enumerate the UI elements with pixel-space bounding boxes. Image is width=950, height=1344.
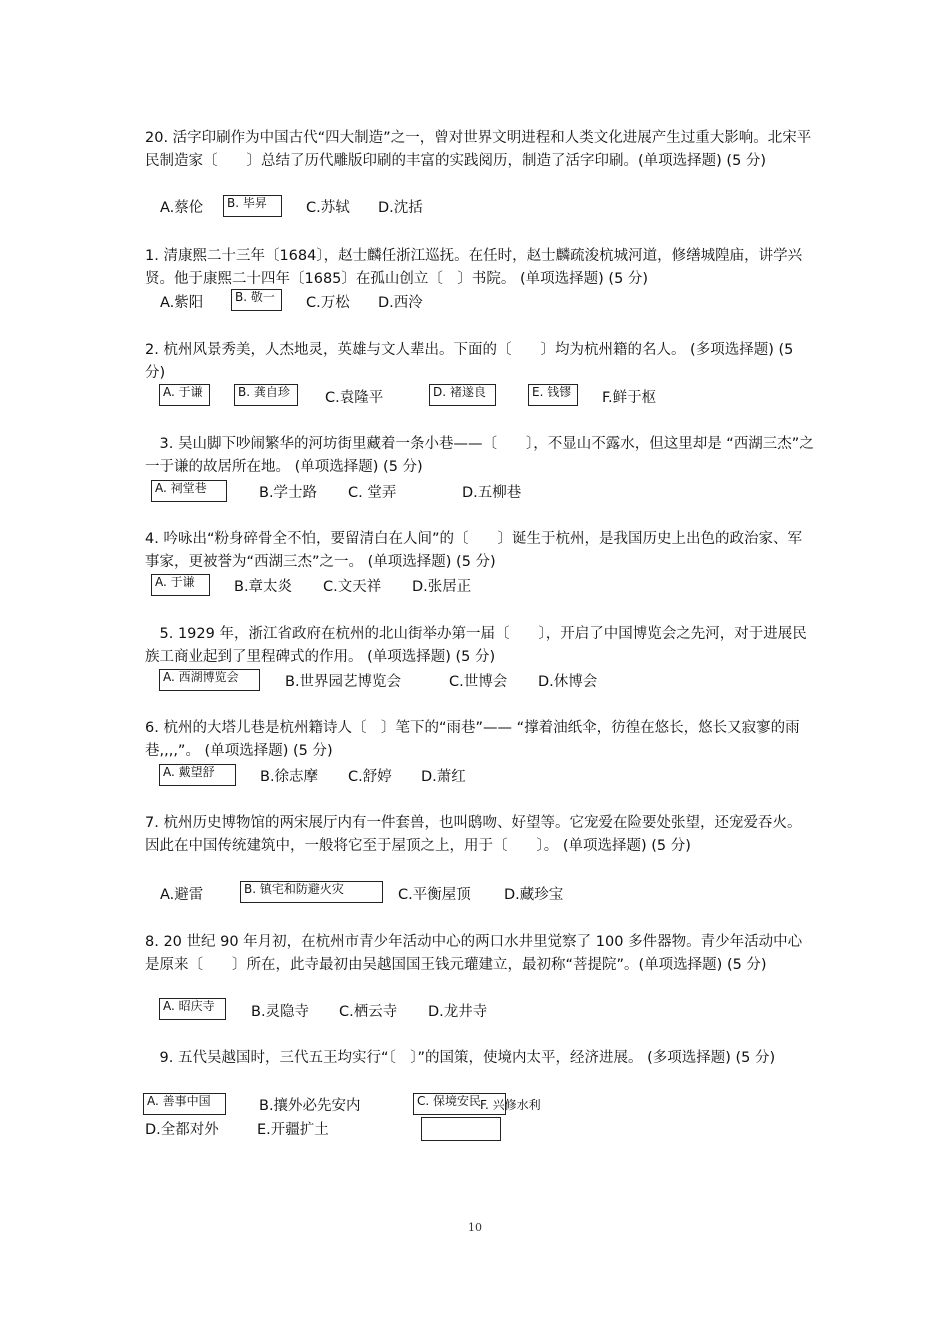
question-7: [145, 812, 815, 858]
answer-box-a: A. 西湖博览会: [159, 669, 260, 691]
question-5: [145, 623, 815, 669]
option-d: D.全都对外: [145, 1122, 219, 1138]
question-4: [145, 528, 815, 574]
option-c: C.文天祥: [323, 579, 382, 595]
question-stem: 2. 杭州风景秀美，人杰地灵，英雄与文人辈出。下面的〔 〕均为杭州籍的名人。 (多项选择题) (5 分): [145, 342, 794, 381]
question-stem: 9. 五代吴越国时，三代五王均实行“〔 〕”的国策，使境内太平，经济进展。 (多项选择题) (5 分): [145, 1050, 776, 1066]
answer-box-empty: [421, 1117, 501, 1141]
option-d: D.西泠: [378, 295, 423, 311]
option-d: D.藏珍宝: [504, 887, 564, 903]
answer-c-label: C. 保境安民: [417, 1094, 482, 1108]
question-stem: 7. 杭州历史博物馆的两宋展厅内有一件套兽，也叫鸱吻、好望等。它宠爱在险要处张望，还宠爱吞火。因此在中国传统建筑中，一般将它至于屋顶之上，用于〔 〕。 (单项选择题) (5 分): [145, 815, 802, 854]
answer-box-b: B. 龚自珍: [234, 384, 298, 406]
option-e: E.开疆扩土: [257, 1122, 329, 1138]
option-b: B.徐志摩: [260, 769, 319, 785]
question-stem: 5. 1929 年，浙江省政府在杭州的北山街举办第一届〔 〕，开启了中国博览会之先河，对于进展民族工商业起到了里程碑式的作用。 (单项选择题) (5 分): [145, 626, 807, 665]
answer-box-a: A. 戴望舒: [159, 764, 236, 786]
answer-box-a: A. 于谦: [151, 574, 210, 596]
question-20: [145, 127, 815, 173]
option-b: B.章太炎: [234, 579, 293, 595]
option-c: C.世博会: [449, 674, 508, 690]
question-stem: 6. 杭州的大塔儿巷是杭州籍诗人〔 〕笔下的“雨巷”—— “撑着油纸伞，彷徨在悠长，悠长又寂寥的雨巷,,,,”。 (单项选择题) (5 分): [145, 720, 800, 759]
option-f: F.鲜于枢: [602, 390, 657, 406]
answer-box-a: A. 昭庆寺: [159, 998, 226, 1020]
option-c: C. 堂弄: [348, 485, 397, 501]
option-a: A.紫阳: [160, 295, 204, 311]
option-c: C.袁隆平: [325, 390, 384, 406]
question-1: [145, 245, 815, 291]
option-d: D.张居正: [412, 579, 472, 595]
answer-box-a: A. 于谦: [159, 384, 210, 406]
answer-box-a: A. 祠堂巷: [151, 480, 227, 502]
option-a: A.避雷: [160, 887, 204, 903]
answer-f-label: F. 兴修水利: [480, 1098, 541, 1112]
option-c: C.舒婷: [348, 769, 392, 785]
page-number: 10: [468, 1221, 482, 1234]
question-stem: 4. 吟咏出“粉身碎骨全不怕，要留清白在人间”的〔 〕诞生于杭州，是我国历史上出色的政治家、军事家，更被誉为“西湖三杰”之一。 (单项选择题) (5 分): [145, 531, 802, 570]
option-b: B.灵隐寺: [251, 1004, 310, 1020]
option-c: C.万松: [306, 295, 350, 311]
option-d: D.沈括: [378, 200, 423, 216]
question-3: [145, 433, 815, 479]
option-c: C.平衡屋顶: [398, 887, 471, 903]
option-d: D.萧红: [421, 769, 466, 785]
option-c: C.栖云寺: [339, 1004, 398, 1020]
answer-box-b: B. 毕昇: [223, 195, 282, 217]
question-stem: 8. 20 世纪 90 年月初，在杭州市青少年活动中心的两口水井里觉察了 100 多件器物。青少年活动中心是原来〔 〕所在，此寺最初由吴越国国王钱元瓘建立，最初称“菩提院”。(单项选择题) (5 分): [145, 934, 803, 973]
option-b: B.攘外必先安内: [259, 1098, 361, 1114]
question-stem: 1. 清康熙二十三年〔1684〕，赵士麟任浙江巡抚。在任时，赵士麟疏浚杭城河道，修缮城隍庙，讲学兴贤。他于康熙二十四年〔1685〕在孤山创立〔 〕书院。 (单项选择题) (5 分): [145, 248, 803, 287]
answer-box-e: E. 钱镠: [528, 384, 578, 406]
answer-box-b: B. 镇宅和防避火灾: [240, 881, 383, 903]
question-2: [145, 339, 815, 385]
answer-box-a: A. 善事中国: [143, 1093, 226, 1115]
answer-box-d: D. 褚遂良: [429, 384, 496, 406]
option-b: B.世界园艺博览会: [285, 674, 402, 690]
option-d: D.休博会: [538, 674, 598, 690]
question-stem: 3. 吴山脚下吵闹繁华的河坊街里藏着一条小巷——〔 〕，不显山不露水，但这里却是 “西湖三杰”之一于谦的故居所在地。 (单项选择题) (5 分): [145, 436, 814, 475]
option-d: D.五柳巷: [462, 485, 522, 501]
question-8: [145, 931, 815, 977]
option-c: C.苏轼: [306, 200, 350, 216]
question-stem: 20. 活字印刷作为中国古代“四大制造”之一，曾对世界文明进程和人类文化进展产生过重大影响。北宋平民制造家〔 〕总结了历代雕版印刷的丰富的实践阅历，制造了活字印刷。(单项选择题) (5 分): [145, 130, 812, 169]
answer-box-b: B. 敬一: [231, 289, 282, 311]
option-a: A.蔡伦: [160, 200, 204, 216]
question-6: [145, 717, 815, 763]
option-b: B.学士路: [259, 485, 318, 501]
question-9: [145, 1047, 815, 1070]
option-d: D.龙井寺: [428, 1004, 488, 1020]
